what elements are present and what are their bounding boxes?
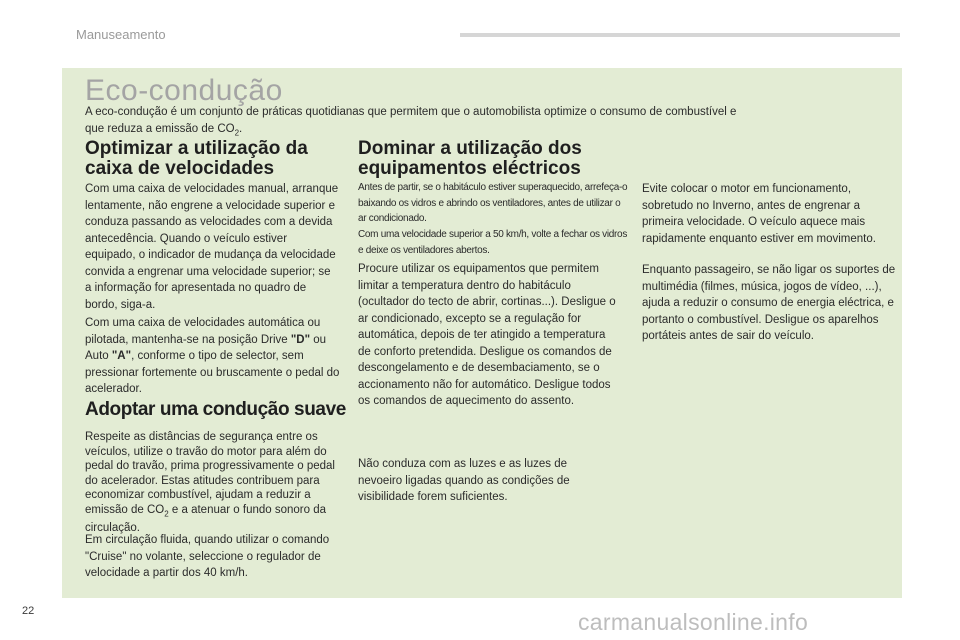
heading-electrical-line2: equipamentos eléctricos: [358, 158, 581, 179]
gearbox-automatic-paragraph: [85, 315, 340, 398]
electrical-lights-paragraph: Não conduza com as luzes e as luzes de nevoeiro ligadas quando as condições de visibilidade forem suficientes.: [358, 458, 570, 503]
heading-gearbox-line1: Optimizar a utilização da: [85, 138, 308, 159]
electrical-windows-paragraph: Com uma velocidade superior a 50 km/h, volte a fechar os vidros e deixe os ventiladores abertos.: [358, 229, 628, 256]
heading-smooth-driving: Adoptar uma condução suave: [85, 399, 346, 420]
intro-line2: que reduza a emissão de CO: [85, 123, 235, 135]
multimedia-paragraph: Enquanto passageiro, se não ligar os suportes de multimédia (filmes, música, jogos de vídeo, ...), ajuda a reduzir o consumo de energia eléctrica, e portanto o combustível. Desligue os aparelhos portáteis antes de sair do veículo.: [642, 264, 896, 342]
electrical-equipment-paragraph: Procure utilizar os equipamentos que permitem limitar a temperatura dentro do habitáculo (ocultador do tecto de abrir, cortinas...). Desligue o ar condicionado, excepto se a regulação for automática, depois de ter atingido a temperatura de conforto pretendida. Desligue os comandos de descongelamento e de desembaciamento, se o accionamento não for automático. Desligue todos os comandos de aquecimento do assento.: [358, 263, 616, 407]
smooth-text-b: e a atenuar o fundo sonoro da circulação.: [85, 503, 327, 535]
gearbox-auto-text-b: ou Auto: [85, 333, 327, 362]
electrical-ventilation-paragraph: Antes de partir, se o habitáculo estiver superaquecido, arrefeça-o baixando os vidros e abrindo os ventiladores, antes de utilizar o ar condicionado.: [358, 182, 628, 224]
heading-gearbox-line2: caixa de velocidades: [85, 158, 275, 179]
engine-warmup-paragraph: Evite colocar o motor em funcionamento, sobretudo no Inverno, antes de engrenar a primeira velocidade. O veículo aquece mais rapidamente enquanto estiver em movimento.: [642, 183, 876, 245]
gearbox-auto-text-a: Com uma caixa de velocidades automática ou pilotada, mantenha-se na posição Drive: [85, 317, 321, 346]
auto-label: "A": [111, 350, 132, 362]
heading-gearbox: [85, 139, 308, 179]
header-divider: [460, 33, 900, 37]
heading-electrical-line1: Dominar a utilização dos: [358, 138, 582, 159]
section-header: Manuseamento: [76, 27, 166, 42]
intro-subscript: 2: [234, 128, 240, 138]
cruise-paragraph: Em circulação fluida, quando utilizar o comando "Cruise" no volante, seleccione o regulador de velocidade a partir dos 40 km/h.: [85, 534, 330, 579]
intro-text: A eco-condução é um conjunto de práticas quotidianas que permitem que o automobilista optimize o consumo de combustível e: [85, 106, 737, 118]
page-number: 22: [22, 605, 35, 617]
gearbox-manual-paragraph: Com uma caixa de velocidades manual, arranque lentamente, não engrene a velocidade superior e conduza passando as velocidades com a devida antecedência. Quando o veículo estiver equipado, o indicador de mudança da velocidade convida a engrenar uma velocidade superior; se a informação for apresentada no quadro de bordo, siga-a.: [85, 183, 339, 311]
gearbox-auto-text-c: , conforme o tipo de selector, sem pressionar fortemente ou bruscamente o pedal do acelerador.: [85, 350, 340, 395]
watermark: carmanualsonline.info: [578, 609, 809, 635]
drive-label: "D": [290, 333, 311, 346]
smooth-driving-paragraph: [85, 430, 340, 536]
smooth-subscript: 2: [164, 508, 169, 518]
intro-end: .: [239, 123, 243, 135]
smooth-text-a: Respeite as distâncias de segurança entre os veículos, utilize o travão do motor para além do pedal do travão, prima progressivamente o pedal do acelerador. Estas atitudes contribuem para economizar combustível, ajudam a reduzir a emissão de CO: [85, 431, 335, 516]
page-title: Eco-condução: [85, 74, 283, 107]
heading-electrical: [358, 139, 582, 179]
intro-paragraph: [85, 104, 845, 141]
